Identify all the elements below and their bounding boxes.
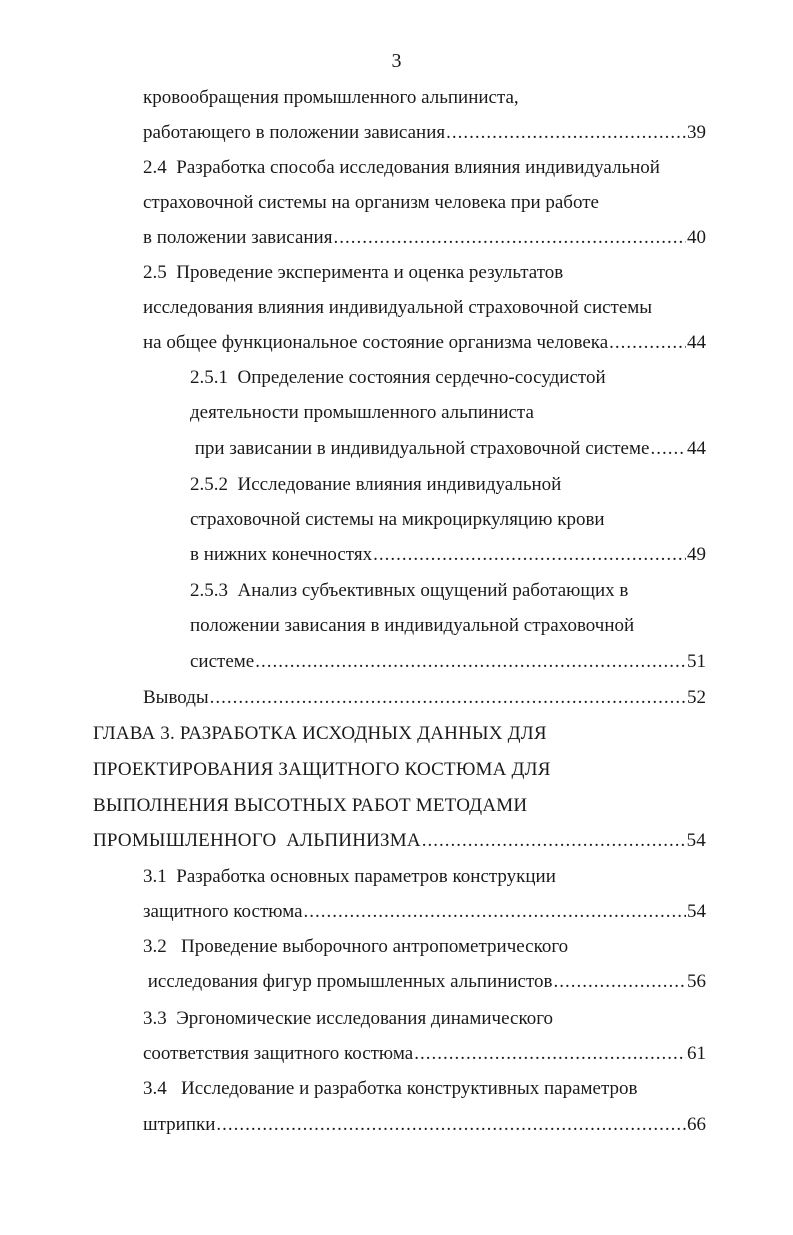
toc-entry: системе ..... 51: [190, 648, 706, 676]
toc-line: кровообращения промышленного альпиниста,: [143, 87, 519, 108]
toc-line: 2.5.3 Анализ субъективных ощущений работающих в: [190, 580, 629, 601]
toc-entry: ПРОМЫШЛЕННОГО АЛЬПИНИЗМА ..... 54: [93, 827, 706, 855]
page-ref: 54: [686, 830, 706, 851]
toc-entry: исследования фигур промышленных альпинистов ..... 56: [143, 968, 706, 996]
chapter-title-line: ВЫПОЛНЕНИЯ ВЫСОТНЫХ РАБОТ МЕТОДАМИ: [93, 795, 528, 816]
toc-line: 2.5.1 Определение состояния сердечно-сосудистой: [190, 367, 606, 388]
toc-entry: на общее функциональное состояние организма человека ..... 44: [143, 329, 706, 357]
chapter-title-line: ПРОЕКТИРОВАНИЯ ЗАЩИТНОГО КОСТЮМА ДЛЯ: [93, 759, 551, 780]
page-ref: 44: [687, 438, 706, 459]
toc-entry: при зависании в индивидуальной страховочной системе ..... 44: [190, 435, 706, 463]
page-ref: 61: [687, 1043, 706, 1064]
toc-line: 3.2 Проведение выборочного антропометрического: [143, 936, 569, 957]
chapter-title-line: ГЛАВА 3. РАЗРАБОТКА ИСХОДНЫХ ДАННЫХ ДЛЯ: [93, 723, 547, 744]
page-ref: 49: [687, 544, 706, 565]
toc-entry: соответствия защитного костюма ..... 61: [143, 1040, 706, 1068]
page-ref: 52: [687, 687, 706, 708]
toc-entry: в положении зависания ..... 40: [143, 224, 706, 252]
toc-entry: защитного костюма ..... 54: [143, 898, 706, 926]
toc-line: страховочной системы на организм человека при работе: [143, 192, 599, 213]
page-ref: 51: [687, 651, 706, 672]
toc-entry: штрипки ..... 66: [143, 1111, 706, 1139]
toc-line: 2.5 Проведение эксперимента и оценка результатов: [143, 262, 564, 283]
toc-entry: Выводы ..... 52: [143, 684, 706, 712]
page-ref: 66: [687, 1114, 706, 1135]
toc-line: 3.4 Исследование и разработка конструктивных параметров: [143, 1078, 638, 1099]
page-ref: 44: [687, 332, 706, 353]
toc-entry: работающего в положении зависания ..... 39: [143, 119, 706, 147]
toc-line: 2.5.2 Исследование влияния индивидуальной: [190, 474, 562, 495]
page-ref: 40: [687, 227, 706, 248]
toc-line: 2.4 Разработка способа исследования влияния индивидуальной: [143, 157, 660, 178]
toc-line: страховочной системы на микроциркуляцию крови: [190, 509, 605, 530]
toc-line: положении зависания в индивидуальной страховочной: [190, 615, 635, 636]
page-number: 3: [391, 50, 402, 72]
toc-line: деятельности промышленного альпиниста: [190, 402, 534, 423]
toc-entry: в нижних конечностях ..... 49: [190, 541, 706, 569]
toc-line: исследования влияния индивидуальной страховочной системы: [143, 297, 653, 318]
toc-line: 3.1 Разработка основных параметров конструкции: [143, 866, 556, 887]
toc-line: 3.3 Эргономические исследования динамического: [143, 1008, 554, 1029]
page-ref: 56: [687, 971, 706, 992]
page-ref: 54: [687, 901, 706, 922]
page-ref: 39: [687, 122, 706, 143]
